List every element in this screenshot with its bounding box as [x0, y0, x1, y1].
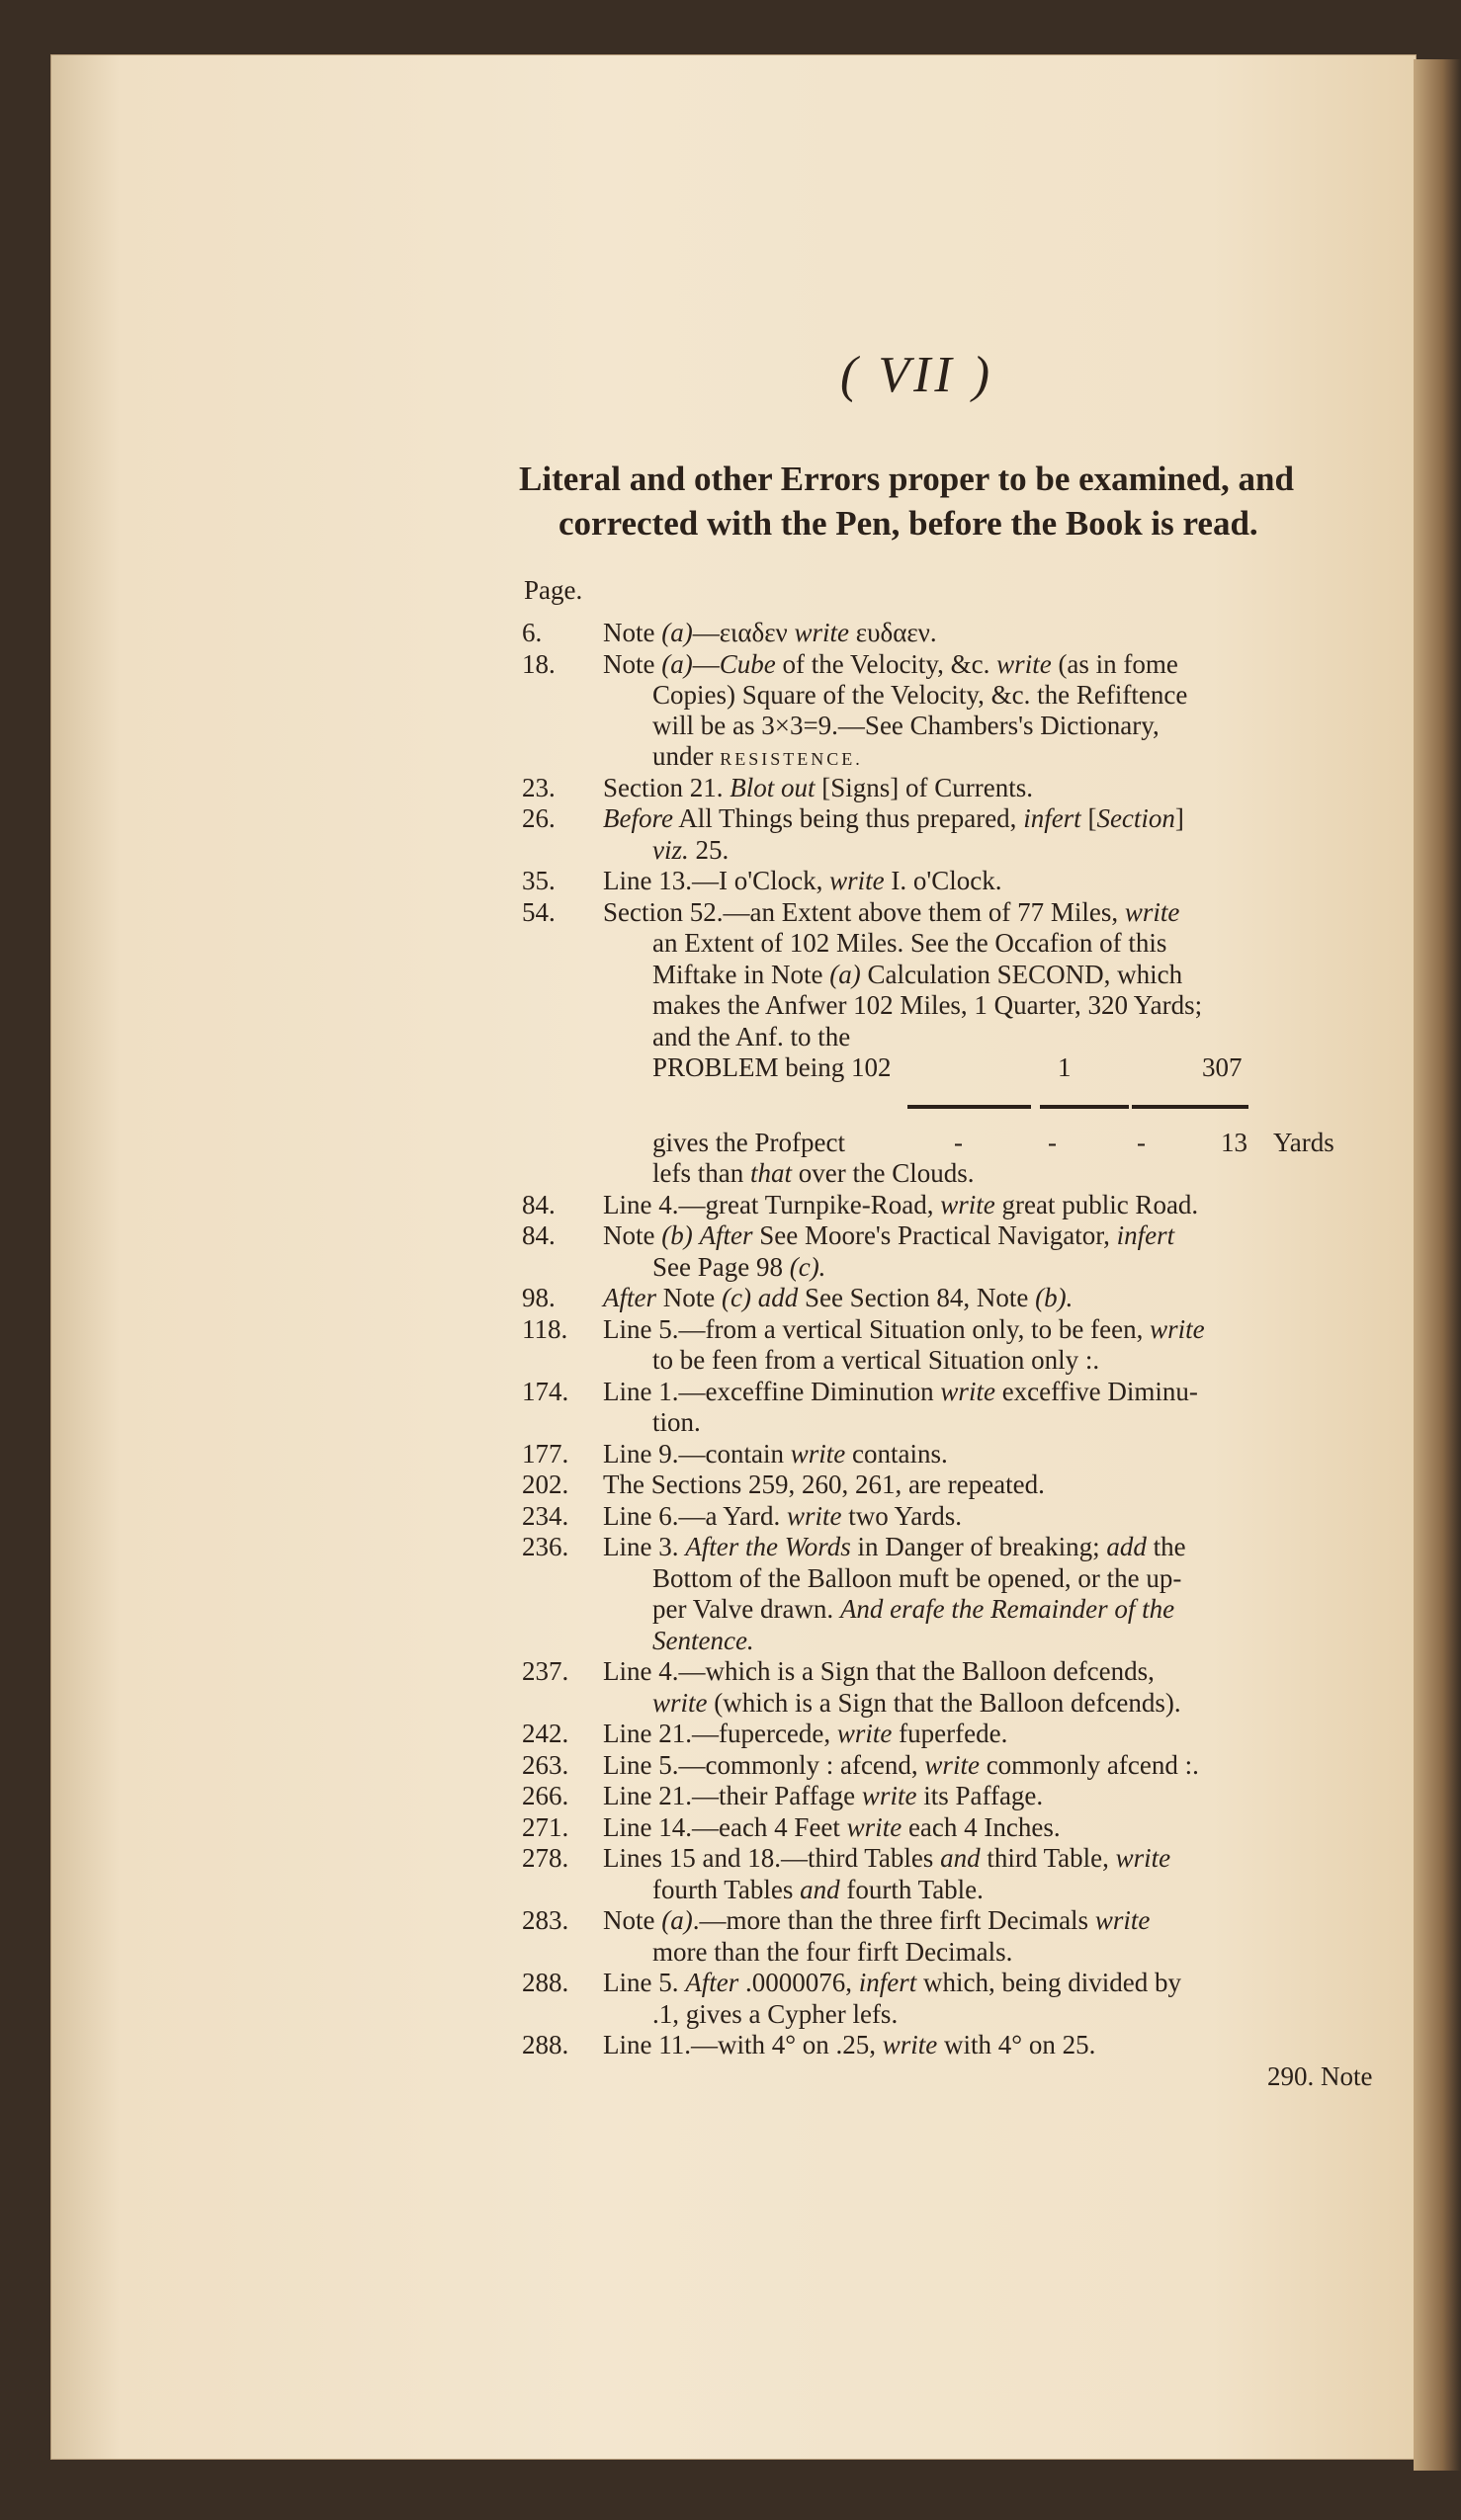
- errata-text: Sentence.: [652, 1626, 754, 1655]
- entry-page-number: 6.: [522, 618, 543, 647]
- errata-text: (b).: [1035, 1283, 1074, 1312]
- errata-text: which, being divided by: [916, 1968, 1181, 1997]
- errata-text: its Paffage.: [916, 1781, 1044, 1810]
- heading-line-2: corrected with the Pen, before the Book is read.: [559, 504, 1258, 543]
- errata-text: (a): [661, 649, 693, 679]
- errata-text: Note: [603, 1220, 662, 1250]
- errata-text: Line 14.—each 4 Feet: [603, 1812, 847, 1842]
- errata-text: And erafe the Remainder of the: [839, 1594, 1175, 1624]
- errata-figure: -: [954, 1128, 963, 1157]
- entry-page-number: 118.: [522, 1314, 568, 1344]
- errata-text: write: [846, 1812, 902, 1842]
- errata-text: Section: [1096, 803, 1175, 833]
- errata-line: [603, 897, 1179, 927]
- errata-text: write: [1115, 1843, 1171, 1873]
- entry-page-number: 237.: [522, 1656, 569, 1686]
- entry-page-number: 271.: [522, 1812, 569, 1842]
- errata-line: [652, 1688, 1181, 1718]
- errata-line: [652, 1626, 754, 1655]
- errata-line: [603, 649, 1178, 679]
- errata-text: write: [652, 1688, 708, 1718]
- errata-text: Line 3.: [603, 1532, 686, 1561]
- errata-text: [: [1080, 803, 1097, 833]
- errata-line: [603, 1812, 1061, 1842]
- errata-text: write: [829, 866, 885, 895]
- entry-page-number: 84.: [522, 1220, 556, 1250]
- errata-text: Line 4.—which is a Sign that the Balloon defcends,: [603, 1656, 1155, 1686]
- errata-text: more than the four firft Decimals.: [652, 1937, 1013, 1967]
- errata-text: All Things being thus prepared,: [672, 803, 1024, 833]
- errata-text: third Table,: [980, 1843, 1116, 1873]
- entry-page-number: 177.: [522, 1439, 569, 1469]
- errata-text: Line 13.—I o'Clock,: [603, 866, 830, 895]
- errata-text: write: [1094, 1905, 1151, 1935]
- errata-text: fourth Table.: [839, 1875, 984, 1904]
- errata-line: [652, 928, 1166, 958]
- errata-text: RESISTENCE.: [720, 749, 863, 769]
- errata-text: in Danger of breaking;: [850, 1532, 1107, 1561]
- errata-text: fuperfede.: [892, 1719, 1008, 1748]
- errata-text: each 4 Inches.: [902, 1812, 1061, 1842]
- entry-page-number: 234.: [522, 1501, 569, 1531]
- errata-text: write: [996, 649, 1052, 679]
- errata-line: [603, 1220, 1174, 1250]
- entry-page-number: 18.: [522, 649, 556, 679]
- errata-text: with 4° on 25.: [937, 2030, 1096, 2059]
- errata-text: the: [1146, 1532, 1186, 1561]
- sum-rule: [1132, 1105, 1248, 1109]
- entry-page-number: 54.: [522, 897, 556, 927]
- errata-text: See Moore's Practical Navigator,: [752, 1220, 1117, 1250]
- errata-line: [652, 1022, 850, 1051]
- errata-text: Line 5.: [603, 1968, 686, 1997]
- entry-page-number: 288.: [522, 1968, 569, 1997]
- errata-text: write: [940, 1190, 995, 1219]
- errata-figure: PROBLEM being 102: [652, 1052, 892, 1082]
- errata-text: —ειαδεν: [692, 618, 795, 647]
- errata-text: write: [924, 1750, 980, 1780]
- errata-text: After: [699, 1220, 753, 1250]
- errata-text: makes the Anfwer 102 Miles, 1 Quarter, 320 Yards;: [652, 990, 1203, 1020]
- errata-text: write: [1124, 897, 1180, 927]
- errata-text: .—more than the three firft Decimals: [692, 1905, 1095, 1935]
- errata-text: ευδαεν.: [849, 618, 937, 647]
- entry-page-number: 242.: [522, 1719, 569, 1748]
- errata-line: [603, 803, 1184, 833]
- entry-page-number: 26.: [522, 803, 556, 833]
- errata-text: (as in fome: [1051, 649, 1178, 679]
- errata-text: .1, gives a Cypher lefs.: [652, 1999, 899, 2029]
- errata-text: contains.: [845, 1439, 948, 1469]
- errata-text: infert: [1116, 1220, 1175, 1250]
- errata-text: After: [685, 1968, 739, 1997]
- errata-text: (c).: [789, 1252, 826, 1282]
- errata-line: [652, 1252, 825, 1282]
- errata-line: [603, 1283, 1073, 1312]
- errata-text: to be feen from a vertical Situation only :.: [652, 1345, 1100, 1375]
- errata-line: [603, 1905, 1150, 1935]
- errata-text: (a): [829, 960, 861, 989]
- errata-text: Line 11.—with 4° on .25,: [603, 2030, 883, 2059]
- errata-text: ]: [1174, 803, 1184, 833]
- errata-line: [603, 1719, 1007, 1748]
- errata-line: [652, 1875, 984, 1904]
- errata-line: [652, 1158, 974, 1188]
- entry-page-number: 263.: [522, 1750, 569, 1780]
- errata-line: [603, 1656, 1155, 1686]
- errata-text: Cube: [719, 649, 776, 679]
- errata-line: [603, 1190, 1198, 1219]
- errata-text: two Yards.: [841, 1501, 963, 1531]
- errata-text: under: [652, 741, 721, 771]
- errata-line: [603, 1843, 1170, 1873]
- errata-text: Line 4.—great Turnpike-Road,: [603, 1190, 941, 1219]
- errata-line: [603, 1314, 1205, 1344]
- errata-line: [603, 1968, 1181, 1997]
- errata-text: will be as 3×3=9.—See Chambers's Dictionary,: [652, 711, 1160, 740]
- errata-text: add: [757, 1283, 799, 1312]
- errata-line: [652, 1937, 1012, 1967]
- errata-text: infert: [858, 1968, 917, 1997]
- errata-text: an Extent of 102 Miles. See the Occafion of this: [652, 928, 1167, 958]
- errata-line: [652, 990, 1202, 1020]
- errata-text: Line 9.—contain: [603, 1439, 791, 1469]
- errata-figure: 1: [1058, 1052, 1072, 1082]
- errata-text: Line 5.—from a vertical Situation only, to be feen,: [603, 1314, 1151, 1344]
- errata-line: [603, 2030, 1095, 2059]
- heading-line-1: Literal and other Errors proper to be examined, and: [519, 460, 1294, 498]
- errata-text: that: [749, 1158, 792, 1188]
- errata-text: write: [861, 1781, 917, 1810]
- errata-text: Before: [603, 803, 673, 833]
- errata-text: Line 21.—fupercede,: [603, 1719, 837, 1748]
- errata-figure: -: [1048, 1128, 1057, 1157]
- sum-rule: [907, 1105, 1031, 1109]
- errata-text: —: [692, 649, 720, 679]
- entry-page-number: 84.: [522, 1190, 556, 1219]
- errata-line: [652, 1407, 701, 1437]
- errata-text: viz.: [652, 835, 689, 865]
- errata-text: fourth Tables: [652, 1875, 801, 1904]
- errata-line: [652, 960, 1182, 989]
- errata-figure: -: [1137, 1128, 1146, 1157]
- errata-text: of the Velocity, &c.: [775, 649, 997, 679]
- errata-text: Line 6.—a Yard.: [603, 1501, 787, 1531]
- errata-text: exceffive Diminu-: [994, 1377, 1198, 1406]
- errata-text: Lines 15 and 18.—third Tables: [603, 1843, 941, 1873]
- errata-figure: gives the Profpect: [652, 1128, 845, 1157]
- errata-figure: 13: [1221, 1128, 1247, 1157]
- errata-text: infert: [1023, 803, 1081, 833]
- entry-page-number: 283.: [522, 1905, 569, 1935]
- errata-text: lefs than: [652, 1158, 750, 1188]
- entry-page-number: 202.: [522, 1470, 569, 1499]
- errata-line: [652, 680, 1187, 710]
- errata-text: write: [786, 1501, 842, 1531]
- entry-page-number: 35.: [522, 866, 556, 895]
- errata-figure: Yards: [1273, 1128, 1334, 1157]
- errata-text: Calculation SECOND, which: [860, 960, 1183, 989]
- errata-line: [652, 835, 729, 865]
- errata-text: .0000076,: [738, 1968, 859, 1997]
- errata-text: write: [836, 1719, 893, 1748]
- errata-line: [652, 1563, 1181, 1593]
- errata-text: Note: [603, 618, 662, 647]
- errata-text: Note: [603, 649, 662, 679]
- errata-text: and the Anf. to the: [652, 1022, 851, 1051]
- errata-text: (a): [661, 618, 693, 647]
- errata-text: (c): [721, 1283, 751, 1312]
- page-label: Page.: [524, 575, 583, 605]
- catchword: 290. Note: [1267, 2061, 1373, 2091]
- entry-page-number: 278.: [522, 1843, 569, 1873]
- errata-text: (which is a Sign that the Balloon defcends).: [707, 1688, 1181, 1718]
- errata-text: After the Words: [685, 1532, 851, 1561]
- errata-text: write: [940, 1377, 995, 1406]
- entry-page-number: 236.: [522, 1532, 569, 1561]
- errata-text: commonly afcend :.: [979, 1750, 1199, 1780]
- errata-text: add: [1106, 1532, 1147, 1561]
- entry-page-number: 23.: [522, 773, 556, 802]
- entry-page-number: 266.: [522, 1781, 569, 1810]
- errata-text: write: [1150, 1314, 1205, 1344]
- errata-text: Line 5.—commonly : afcend,: [603, 1750, 925, 1780]
- errata-text: See Section 84, Note: [798, 1283, 1036, 1312]
- errata-line: [603, 1532, 1186, 1561]
- errata-text: write: [790, 1439, 846, 1469]
- errata-line: [652, 1345, 1099, 1375]
- errata-text: write: [882, 2030, 938, 2059]
- errata-text: tion.: [652, 1407, 701, 1437]
- errata-line: [603, 1470, 1045, 1499]
- errata-text: per Valve drawn.: [652, 1594, 840, 1624]
- page-title: ( VII ): [840, 347, 994, 403]
- errata-line: [652, 1594, 1174, 1624]
- errata-line: [603, 866, 1001, 895]
- errata-text: Note: [603, 1905, 662, 1935]
- errata-text: and: [800, 1875, 840, 1904]
- errata-line: [603, 1439, 948, 1469]
- errata-text: Line 1.—exceffine Diminution: [603, 1377, 941, 1406]
- errata-text: Copies) Square of the Velocity, &c. the Refiftence: [652, 680, 1188, 710]
- errata-line: [603, 773, 1033, 802]
- errata-text: Section 21.: [603, 773, 730, 802]
- errata-line: [652, 711, 1160, 740]
- errata-text: [751, 1283, 758, 1312]
- errata-text: 25.: [688, 835, 730, 865]
- errata-text: (b): [661, 1220, 693, 1250]
- errata-line: [603, 1781, 1043, 1810]
- errata-line: [603, 1377, 1198, 1406]
- sum-rule: [1040, 1105, 1129, 1109]
- errata-text: I. o'Clock.: [884, 866, 1002, 895]
- errata-text: See Page 98: [652, 1252, 790, 1282]
- errata-text: Miftake in Note: [652, 960, 830, 989]
- errata-text: Blot out: [730, 773, 816, 802]
- errata-text: great public Road.: [994, 1190, 1199, 1219]
- errata-line: [652, 741, 863, 774]
- errata-text: Line 21.—their Paffage: [603, 1781, 862, 1810]
- errata-text: Note: [656, 1283, 722, 1312]
- errata-line: [603, 1501, 962, 1531]
- entry-page-number: 98.: [522, 1283, 556, 1312]
- errata-text: The Sections 259, 260, 261, are repeated.: [603, 1470, 1045, 1499]
- errata-text: After: [603, 1283, 656, 1312]
- entry-page-number: 174.: [522, 1377, 569, 1406]
- errata-figure: 307: [1202, 1052, 1243, 1082]
- errata-line: [652, 1999, 898, 2029]
- errata-text: write: [794, 618, 850, 647]
- errata-text: over the Clouds.: [792, 1158, 975, 1188]
- errata-text: and: [940, 1843, 981, 1873]
- errata-text: Section 52.—an Extent above them of 77 Miles,: [603, 897, 1125, 927]
- errata-text: Bottom of the Balloon muft be opened, or the up-: [652, 1563, 1182, 1593]
- errata-line: [603, 618, 937, 647]
- errata-text: [Signs] of Currents.: [815, 773, 1033, 802]
- errata-line: [603, 1750, 1199, 1780]
- errata-text: (a): [661, 1905, 693, 1935]
- entry-page-number: 288.: [522, 2030, 569, 2059]
